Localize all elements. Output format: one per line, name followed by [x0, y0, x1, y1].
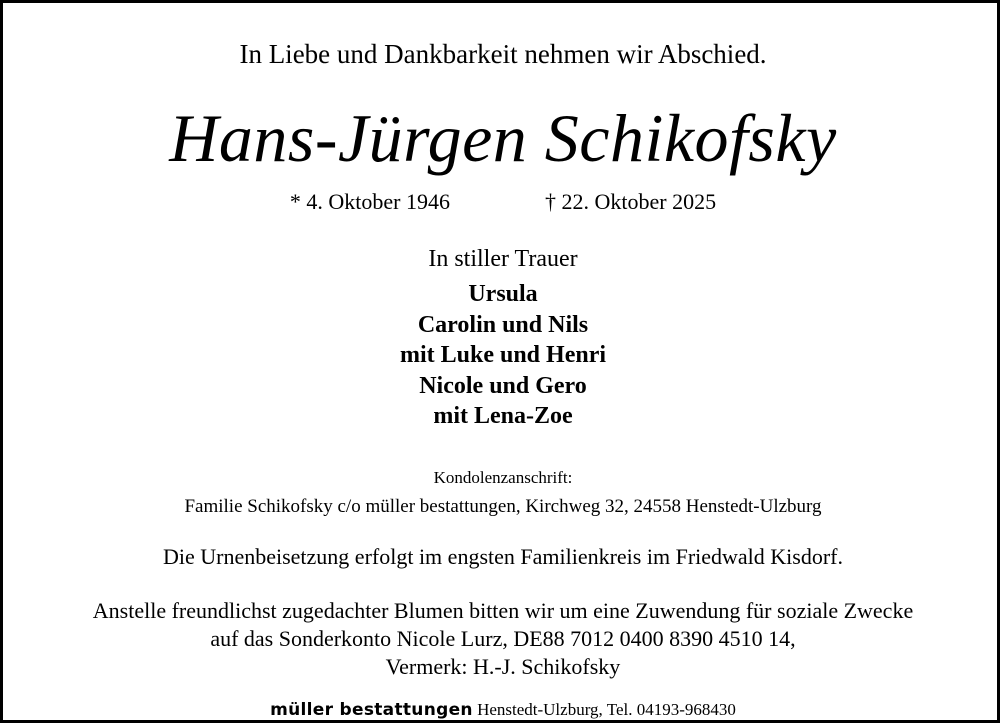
death-date: † 22. Oktober 2025 — [545, 189, 717, 214]
family-member: mit Luke und Henri — [399, 342, 607, 368]
burial-note: Die Urnenbeisetzung erfolgt im engsten Familienkreis im Friedwald Kisdorf. — [162, 544, 843, 569]
family-member: Nicole und Gero — [419, 372, 587, 399]
family-member: Ursula — [468, 281, 538, 307]
funeral-home-contact: Henstedt-Ulzburg, Tel. 04193-968430 — [477, 700, 736, 719]
donation-line: Vermerk: H.-J. Schikofsky — [385, 654, 621, 679]
donation-note — [3, 597, 1000, 681]
mourning-line: In stiller Trauer — [428, 246, 578, 272]
condolence-label: Kondolenzanschrift: — [433, 468, 573, 487]
funeral-home-brand: müller bestattungen — [270, 700, 473, 720]
footer-advertiser — [3, 700, 1000, 720]
family-member: Carolin und Nils — [417, 311, 589, 338]
deceased-name: Hans-Jürgen Schikofsky — [169, 100, 837, 176]
donation-line: auf das Sonderkonto Nicole Lurz, DE88 7012 0400 8390 4510 14, — [210, 626, 796, 651]
family-member: mit Lena-Zoe — [433, 403, 573, 429]
birth-date: * 4. Oktober 1946 — [289, 189, 450, 214]
donation-line: Anstelle freundlichst zugedachter Blumen bitten wir um eine Zuwendung für soziale Zwecke — [92, 598, 914, 623]
intro-line: In Liebe und Dankbarkeit nehmen wir Abschied. — [239, 39, 767, 69]
condolence-address: Familie Schikofsky c/o müller bestattungen, Kirchweg 32, 24558 Henstedt-Ulzburg — [184, 496, 822, 517]
family-list — [3, 279, 1000, 432]
life-dates — [3, 189, 1000, 215]
